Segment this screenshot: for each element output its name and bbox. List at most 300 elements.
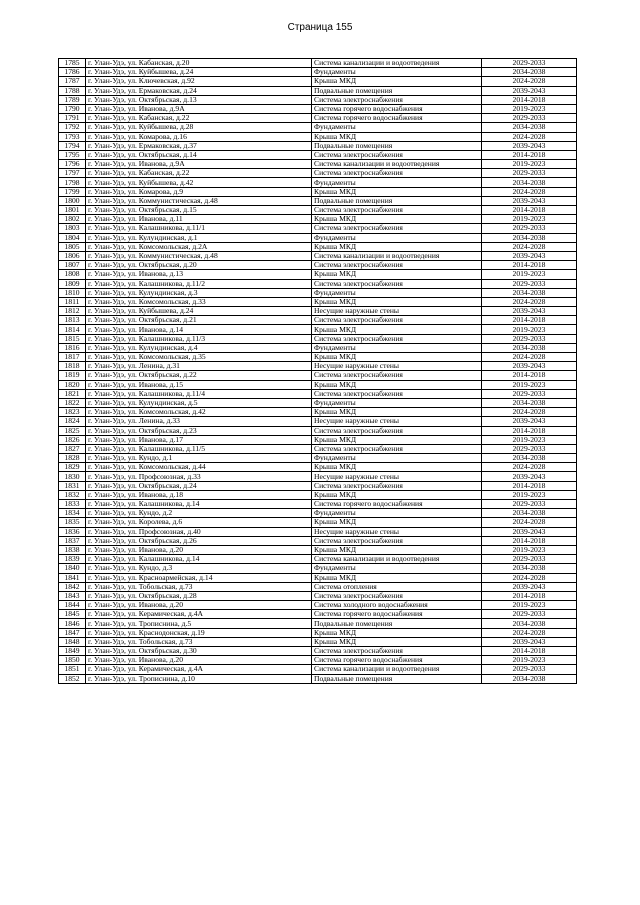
- period-cell: 2029-2033: [482, 334, 577, 343]
- period-cell: 2034-2038: [482, 233, 577, 242]
- period-cell: 2019-2023: [482, 545, 577, 554]
- system-cell: Крыша МКД: [312, 215, 482, 224]
- table-row: [59, 509, 577, 518]
- row-number: 1787: [59, 77, 86, 86]
- table-row: [59, 270, 577, 279]
- period-cell: 2034-2038: [482, 564, 577, 573]
- row-number: 1852: [59, 674, 86, 683]
- system-cell: Фундаменты: [312, 398, 482, 407]
- period-cell: 2029-2033: [482, 444, 577, 453]
- system-cell: Крыша МКД: [312, 270, 482, 279]
- period-cell: 2039-2043: [482, 251, 577, 260]
- period-cell: 2039-2043: [482, 472, 577, 481]
- period-cell: 2039-2043: [482, 196, 577, 205]
- address-cell: г. Улан-Удэ, ул. Тобольская, д.73: [86, 637, 312, 646]
- system-cell: Крыша МКД: [312, 132, 482, 141]
- table-row: [59, 233, 577, 242]
- address-cell: г. Улан-Удэ, ул. Калашникова, д.11/2: [86, 279, 312, 288]
- period-cell: 2014-2018: [482, 206, 577, 215]
- address-cell: г. Улан-Удэ, ул. Керамическая, д.4А: [86, 610, 312, 619]
- row-number: 1839: [59, 555, 86, 564]
- period-cell: 2019-2023: [482, 490, 577, 499]
- period-cell: 2019-2023: [482, 601, 577, 610]
- system-cell: Крыша МКД: [312, 545, 482, 554]
- address-cell: г. Улан-Удэ, ул. Трописнина, д.5: [86, 619, 312, 628]
- address-cell: г. Улан-Удэ, ул. Октябрьская, д.22: [86, 371, 312, 380]
- row-number: 1843: [59, 591, 86, 600]
- table-row: [59, 132, 577, 141]
- address-cell: г. Улан-Удэ, ул. Иванова, д.17: [86, 435, 312, 444]
- row-number: 1822: [59, 398, 86, 407]
- system-cell: Система электроснабжения: [312, 536, 482, 545]
- table-body: [59, 59, 577, 684]
- system-cell: Система электроснабжения: [312, 150, 482, 159]
- period-cell: 2024-2028: [482, 628, 577, 637]
- row-number: 1829: [59, 463, 86, 472]
- period-cell: 2014-2018: [482, 95, 577, 104]
- row-number: 1831: [59, 481, 86, 490]
- system-cell: Подвальные помещения: [312, 86, 482, 95]
- row-number: 1823: [59, 408, 86, 417]
- system-cell: Система электроснабжения: [312, 481, 482, 490]
- system-cell: Система канализации и водоотведения: [312, 251, 482, 260]
- period-cell: 2019-2023: [482, 215, 577, 224]
- system-cell: Подвальные помещения: [312, 674, 482, 683]
- system-cell: Крыша МКД: [312, 353, 482, 362]
- address-cell: г. Улан-Удэ, ул. Комсомольская, д.33: [86, 297, 312, 306]
- address-cell: г. Улан-Удэ, ул. Октябрьская, д.30: [86, 647, 312, 656]
- address-cell: г. Улан-Удэ, ул. Октябрьская, д.14: [86, 150, 312, 159]
- system-cell: Система канализации и водоотведения: [312, 665, 482, 674]
- row-number: 1850: [59, 656, 86, 665]
- row-number: 1807: [59, 261, 86, 270]
- period-cell: 2034-2038: [482, 454, 577, 463]
- table-row: [59, 334, 577, 343]
- table-row: [59, 178, 577, 187]
- row-number: 1802: [59, 215, 86, 224]
- table-row: [59, 187, 577, 196]
- system-cell: Фундаменты: [312, 564, 482, 573]
- address-cell: г. Улан-Удэ, ул. Керамическая, д.4А: [86, 665, 312, 674]
- period-cell: 2014-2018: [482, 150, 577, 159]
- row-number: 1815: [59, 334, 86, 343]
- table-row: [59, 536, 577, 545]
- period-cell: 2024-2028: [482, 132, 577, 141]
- period-cell: 2039-2043: [482, 637, 577, 646]
- row-number: 1828: [59, 454, 86, 463]
- table-row: [59, 68, 577, 77]
- address-cell: г. Улан-Удэ, ул. Профсоюзная, д.40: [86, 527, 312, 536]
- table-row: [59, 564, 577, 573]
- row-number: 1833: [59, 500, 86, 509]
- table-row: [59, 481, 577, 490]
- period-cell: 2034-2038: [482, 619, 577, 628]
- table-row: [59, 500, 577, 509]
- row-number: 1788: [59, 86, 86, 95]
- row-number: 1834: [59, 509, 86, 518]
- table-row: [59, 141, 577, 150]
- address-cell: г. Улан-Удэ, ул. Краснодонская, д.19: [86, 628, 312, 637]
- system-cell: Система электроснабжения: [312, 334, 482, 343]
- period-cell: 2034-2038: [482, 509, 577, 518]
- row-number: 1785: [59, 59, 86, 68]
- row-number: 1819: [59, 371, 86, 380]
- address-cell: г. Улан-Удэ, ул. Коммунистическая, д.48: [86, 251, 312, 260]
- period-cell: 2019-2023: [482, 104, 577, 113]
- period-cell: 2029-2033: [482, 279, 577, 288]
- period-cell: 2039-2043: [482, 582, 577, 591]
- system-cell: Крыша МКД: [312, 408, 482, 417]
- row-number: 1799: [59, 187, 86, 196]
- period-cell: 2014-2018: [482, 261, 577, 270]
- period-cell: 2029-2033: [482, 114, 577, 123]
- system-cell: Система электроснабжения: [312, 206, 482, 215]
- system-cell: Система электроснабжения: [312, 371, 482, 380]
- row-number: 1830: [59, 472, 86, 481]
- row-number: 1844: [59, 601, 86, 610]
- period-cell: 2034-2038: [482, 178, 577, 187]
- table-row: [59, 371, 577, 380]
- address-cell: г. Улан-Удэ, ул. Иванова, д.18: [86, 490, 312, 499]
- address-cell: г. Улан-Удэ, ул. Ключевская, д.92: [86, 77, 312, 86]
- row-number: 1841: [59, 573, 86, 582]
- system-cell: Система электроснабжения: [312, 95, 482, 104]
- table-row: [59, 242, 577, 251]
- row-number: 1845: [59, 610, 86, 619]
- table-row: [59, 279, 577, 288]
- row-number: 1849: [59, 647, 86, 656]
- row-number: 1791: [59, 114, 86, 123]
- row-number: 1814: [59, 325, 86, 334]
- period-cell: 2024-2028: [482, 297, 577, 306]
- system-cell: Крыша МКД: [312, 518, 482, 527]
- table-row: [59, 196, 577, 205]
- table-row: [59, 628, 577, 637]
- address-cell: г. Улан-Удэ, ул. Иванова, д.20: [86, 656, 312, 665]
- address-cell: г. Улан-Удэ, ул. Калашникова, д.11/3: [86, 334, 312, 343]
- row-number: 1821: [59, 389, 86, 398]
- period-cell: 2029-2033: [482, 224, 577, 233]
- period-cell: 2034-2038: [482, 674, 577, 683]
- period-cell: 2024-2028: [482, 518, 577, 527]
- system-cell: Крыша МКД: [312, 628, 482, 637]
- row-number: 1800: [59, 196, 86, 205]
- system-cell: Система электроснабжения: [312, 261, 482, 270]
- table-row: [59, 224, 577, 233]
- table-row: [59, 261, 577, 270]
- address-cell: г. Улан-Удэ, ул. Калашникова, д.11/4: [86, 389, 312, 398]
- system-cell: Фундаменты: [312, 68, 482, 77]
- row-number: 1825: [59, 426, 86, 435]
- table-row: [59, 307, 577, 316]
- address-cell: г. Улан-Удэ, ул. Ленина, д.33: [86, 417, 312, 426]
- table-row: [59, 637, 577, 646]
- table-row: [59, 169, 577, 178]
- period-cell: 2039-2043: [482, 362, 577, 371]
- table-row: [59, 619, 577, 628]
- row-number: 1805: [59, 242, 86, 251]
- system-cell: Система горячего водоснабжения: [312, 610, 482, 619]
- address-cell: г. Улан-Удэ, ул. Ермаковская, д.24: [86, 86, 312, 95]
- period-cell: 2019-2023: [482, 270, 577, 279]
- table-row: [59, 288, 577, 297]
- system-cell: Система электроснабжения: [312, 389, 482, 398]
- table-row: [59, 444, 577, 453]
- period-cell: 2024-2028: [482, 408, 577, 417]
- period-cell: 2029-2033: [482, 169, 577, 178]
- period-cell: 2034-2038: [482, 398, 577, 407]
- address-cell: г. Улан-Удэ, ул. Кулундинская, д.1: [86, 233, 312, 242]
- table-row: [59, 160, 577, 169]
- address-cell: г. Улан-Удэ, ул. Тобольская, д.73: [86, 582, 312, 591]
- table-row: [59, 77, 577, 86]
- system-cell: Система электроснабжения: [312, 426, 482, 435]
- system-cell: Крыша МКД: [312, 187, 482, 196]
- period-cell: 2014-2018: [482, 481, 577, 490]
- row-number: 1826: [59, 435, 86, 444]
- table-row: [59, 59, 577, 68]
- table-row: [59, 582, 577, 591]
- address-cell: г. Улан-Удэ, ул. Октябрьская, д.20: [86, 261, 312, 270]
- table-row: [59, 215, 577, 224]
- row-number: 1812: [59, 307, 86, 316]
- period-cell: 2039-2043: [482, 307, 577, 316]
- row-number: 1811: [59, 297, 86, 306]
- system-cell: Система электроснабжения: [312, 591, 482, 600]
- address-cell: г. Улан-Удэ, ул. Иванова, д.20: [86, 545, 312, 554]
- table-row: [59, 114, 577, 123]
- period-cell: 2039-2043: [482, 141, 577, 150]
- system-cell: Система электроснабжения: [312, 279, 482, 288]
- system-cell: Крыша МКД: [312, 380, 482, 389]
- system-cell: Несущие наружные стены: [312, 362, 482, 371]
- address-cell: г. Улан-Удэ, ул. Калашникова, д.14: [86, 500, 312, 509]
- address-cell: г. Улан-Удэ, ул. Иванова, д.15: [86, 380, 312, 389]
- table-row: [59, 86, 577, 95]
- row-number: 1818: [59, 362, 86, 371]
- address-cell: г. Улан-Удэ, ул. Комсомольская, д.35: [86, 353, 312, 362]
- address-cell: г. Улан-Удэ, ул. Кабанская, д.22: [86, 114, 312, 123]
- system-cell: Система горячего водоснабжения: [312, 500, 482, 509]
- system-cell: Система горячего водоснабжения: [312, 656, 482, 665]
- address-cell: г. Улан-Удэ, ул. Калашникова, д.11/1: [86, 224, 312, 233]
- row-number: 1824: [59, 417, 86, 426]
- period-cell: 2039-2043: [482, 527, 577, 536]
- row-number: 1798: [59, 178, 86, 187]
- row-number: 1836: [59, 527, 86, 536]
- address-cell: г. Улан-Удэ, ул. Иванова, д.13: [86, 270, 312, 279]
- system-cell: Крыша МКД: [312, 325, 482, 334]
- row-number: 1820: [59, 380, 86, 389]
- table-row: [59, 490, 577, 499]
- period-cell: 2024-2028: [482, 77, 577, 86]
- system-cell: Фундаменты: [312, 509, 482, 518]
- table-row: [59, 545, 577, 554]
- table-row: [59, 601, 577, 610]
- period-cell: 2024-2028: [482, 573, 577, 582]
- period-cell: 2029-2033: [482, 389, 577, 398]
- period-cell: 2024-2028: [482, 463, 577, 472]
- table-row: [59, 555, 577, 564]
- system-cell: Крыша МКД: [312, 242, 482, 251]
- address-cell: г. Улан-Удэ, ул. Коммунистическая, д.48: [86, 196, 312, 205]
- table-row: [59, 435, 577, 444]
- address-cell: г. Улан-Удэ, ул. Калашникова, д.11/5: [86, 444, 312, 453]
- address-cell: г. Улан-Удэ, ул. Комсомольская, д.42: [86, 408, 312, 417]
- period-cell: 2014-2018: [482, 647, 577, 656]
- period-cell: 2034-2038: [482, 288, 577, 297]
- period-cell: 2019-2023: [482, 380, 577, 389]
- system-cell: Несущие наружные стены: [312, 527, 482, 536]
- address-cell: г. Улан-Удэ, ул. Кундо, д.1: [86, 454, 312, 463]
- system-cell: Фундаменты: [312, 288, 482, 297]
- row-number: 1848: [59, 637, 86, 646]
- period-cell: 2019-2023: [482, 656, 577, 665]
- table-row: [59, 150, 577, 159]
- period-cell: 2034-2038: [482, 123, 577, 132]
- system-cell: Крыша МКД: [312, 77, 482, 86]
- table-row: [59, 591, 577, 600]
- system-cell: Несущие наружные стены: [312, 307, 482, 316]
- row-number: 1837: [59, 536, 86, 545]
- table-row: [59, 297, 577, 306]
- row-number: 1840: [59, 564, 86, 573]
- table-row: [59, 325, 577, 334]
- period-cell: 2039-2043: [482, 86, 577, 95]
- row-number: 1808: [59, 270, 86, 279]
- table-row: [59, 380, 577, 389]
- address-cell: г. Улан-Удэ, ул. Ленина, д.31: [86, 362, 312, 371]
- row-number: 1810: [59, 288, 86, 297]
- table-row: [59, 665, 577, 674]
- address-cell: г. Улан-Удэ, ул. Куйбышева, д.24: [86, 68, 312, 77]
- period-cell: 2019-2023: [482, 160, 577, 169]
- address-cell: г. Улан-Удэ, ул. Кулундинская, д.5: [86, 398, 312, 407]
- table-row: [59, 206, 577, 215]
- table-row: [59, 518, 577, 527]
- address-cell: г. Улан-Удэ, ул. Кундо, д.3: [86, 564, 312, 573]
- system-cell: Система горячего водоснабжения: [312, 104, 482, 113]
- period-cell: 2029-2033: [482, 59, 577, 68]
- address-cell: г. Улан-Удэ, ул. Комсомольская, д.44: [86, 463, 312, 472]
- period-cell: 2029-2033: [482, 610, 577, 619]
- address-cell: г. Улан-Удэ, ул. Октябрьская, д.28: [86, 591, 312, 600]
- period-cell: 2039-2043: [482, 417, 577, 426]
- row-number: 1801: [59, 206, 86, 215]
- period-cell: 2014-2018: [482, 536, 577, 545]
- table-row: [59, 426, 577, 435]
- row-number: 1816: [59, 343, 86, 352]
- table-row: [59, 472, 577, 481]
- row-number: 1797: [59, 169, 86, 178]
- period-cell: 2029-2033: [482, 500, 577, 509]
- system-cell: Система электроснабжения: [312, 444, 482, 453]
- row-number: 1851: [59, 665, 86, 674]
- system-cell: Система горячего водоснабжения: [312, 114, 482, 123]
- system-cell: Фундаменты: [312, 123, 482, 132]
- table-row: [59, 389, 577, 398]
- row-number: 1792: [59, 123, 86, 132]
- period-cell: 2024-2028: [482, 187, 577, 196]
- system-cell: Крыша МКД: [312, 490, 482, 499]
- row-number: 1796: [59, 160, 86, 169]
- system-cell: Подвальные помещения: [312, 141, 482, 150]
- row-number: 1846: [59, 619, 86, 628]
- row-number: 1827: [59, 444, 86, 453]
- system-cell: Система электроснабжения: [312, 224, 482, 233]
- row-number: 1789: [59, 95, 86, 104]
- period-cell: 2024-2028: [482, 242, 577, 251]
- period-cell: 2014-2018: [482, 371, 577, 380]
- table-row: [59, 398, 577, 407]
- system-cell: Крыша МКД: [312, 463, 482, 472]
- address-cell: г. Улан-Удэ, ул. Профсоюзная, д.33: [86, 472, 312, 481]
- row-number: 1790: [59, 104, 86, 113]
- row-number: 1817: [59, 353, 86, 362]
- system-cell: Система электроснабжения: [312, 169, 482, 178]
- row-number: 1795: [59, 150, 86, 159]
- period-cell: 2014-2018: [482, 426, 577, 435]
- address-cell: г. Улан-Удэ, ул. Куйбышева, д.42: [86, 178, 312, 187]
- address-cell: г. Улан-Удэ, ул. Трописнина, д.10: [86, 674, 312, 683]
- table-row: [59, 123, 577, 132]
- row-number: 1832: [59, 490, 86, 499]
- address-cell: г. Улан-Удэ, ул. Октябрьская, д.24: [86, 481, 312, 490]
- address-cell: г. Улан-Удэ, ул. Октябрьская, д.15: [86, 206, 312, 215]
- period-cell: 2019-2023: [482, 325, 577, 334]
- period-cell: 2019-2023: [482, 435, 577, 444]
- table-row: [59, 610, 577, 619]
- address-cell: г. Улан-Удэ, ул. Комсомольская, д.2А: [86, 242, 312, 251]
- address-cell: г. Улан-Удэ, ул. Октябрьская, д.26: [86, 536, 312, 545]
- row-number: 1786: [59, 68, 86, 77]
- table-row: [59, 454, 577, 463]
- address-cell: г. Улан-Удэ, ул. Комарова, д.16: [86, 132, 312, 141]
- system-cell: Крыша МКД: [312, 297, 482, 306]
- address-cell: г. Улан-Удэ, ул. Ермаковская, д.37: [86, 141, 312, 150]
- system-cell: Фундаменты: [312, 233, 482, 242]
- row-number: 1847: [59, 628, 86, 637]
- address-cell: г. Улан-Удэ, ул. Октябрьская, д.13: [86, 95, 312, 104]
- address-cell: г. Улан-Удэ, ул. Иванова, д.9А: [86, 104, 312, 113]
- address-cell: г. Улан-Удэ, ул. Кулундинская, д.4: [86, 343, 312, 352]
- address-cell: г. Улан-Удэ, ул. Кабанская, д.22: [86, 169, 312, 178]
- row-number: 1803: [59, 224, 86, 233]
- system-cell: Фундаменты: [312, 343, 482, 352]
- table-row: [59, 417, 577, 426]
- system-cell: Крыша МКД: [312, 637, 482, 646]
- table-row: [59, 656, 577, 665]
- address-cell: г. Улан-Удэ, ул. Красноармейская, д.14: [86, 573, 312, 582]
- system-cell: Система канализации и водоотведения: [312, 555, 482, 564]
- period-cell: 2034-2038: [482, 343, 577, 352]
- table-row: [59, 573, 577, 582]
- table-row: [59, 647, 577, 656]
- period-cell: 2034-2038: [482, 68, 577, 77]
- table-row: [59, 251, 577, 260]
- system-cell: Несущие наружные стены: [312, 472, 482, 481]
- row-number: 1838: [59, 545, 86, 554]
- row-number: 1806: [59, 251, 86, 260]
- table-row: [59, 674, 577, 683]
- table-row: [59, 104, 577, 113]
- period-cell: 2014-2018: [482, 316, 577, 325]
- repair-schedule-table: [58, 58, 577, 684]
- address-cell: г. Улан-Удэ, ул. Иванова, д.20: [86, 601, 312, 610]
- table-row: [59, 463, 577, 472]
- system-cell: Подвальные помещения: [312, 619, 482, 628]
- address-cell: г. Улан-Удэ, ул. Кабанская, д.20: [86, 59, 312, 68]
